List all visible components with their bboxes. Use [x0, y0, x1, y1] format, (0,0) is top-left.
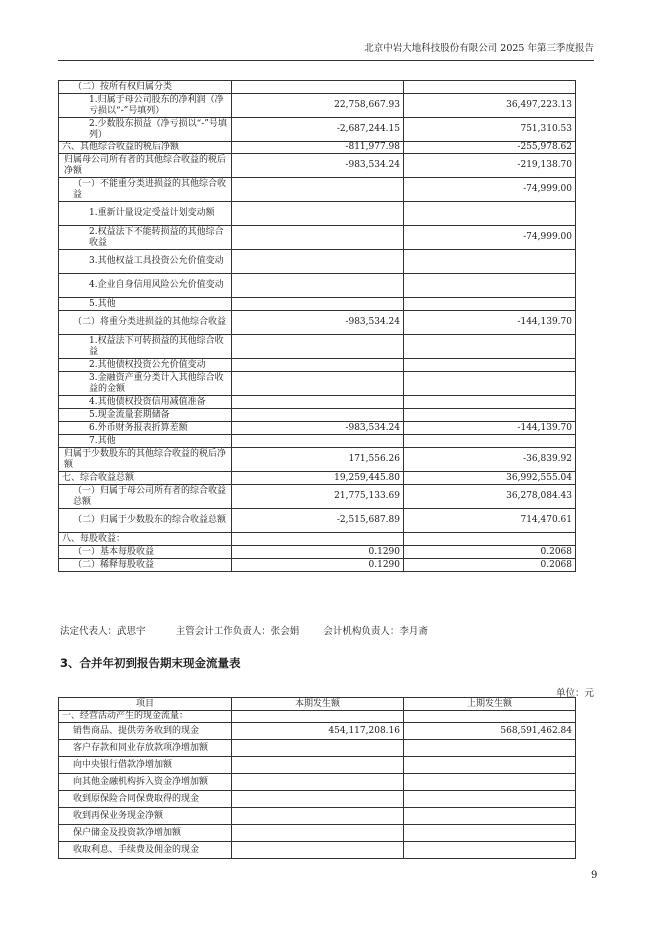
table-row — [59, 533, 576, 546]
row-label: （二）按所有权归属分类 — [59, 81, 232, 94]
table-row — [59, 81, 576, 94]
header-divider — [58, 60, 594, 61]
row-label: 7.其他 — [59, 435, 232, 448]
row-label: 归属母公司所有者的其他综合收益的税后净额 — [59, 154, 232, 178]
prior-value: 0.2068 — [404, 546, 576, 559]
table-row — [59, 723, 576, 740]
row-label: 5.其他 — [59, 298, 232, 311]
current-value — [232, 226, 404, 250]
table-row — [59, 808, 576, 825]
current-value: -2,515,687.89 — [232, 509, 404, 533]
current-value: -983,534.24 — [232, 422, 404, 435]
prior-value — [404, 359, 576, 372]
table-row — [59, 311, 576, 335]
row-label: 六、其他综合收益的税后净额 — [59, 142, 232, 154]
prior-value — [404, 435, 576, 448]
row-label: 向中央银行借款净增加额 — [59, 757, 232, 774]
row-label: （二）稀释每股收益 — [59, 559, 232, 572]
table-row — [59, 298, 576, 311]
table-row — [59, 335, 576, 359]
table-row — [59, 359, 576, 372]
row-label: 4.企业自身信用风险公允价值变动 — [59, 274, 232, 298]
prior-value — [404, 774, 576, 791]
table-row — [59, 842, 576, 859]
table-row — [59, 546, 576, 559]
table-row — [59, 740, 576, 757]
current-value — [232, 359, 404, 372]
current-value: -2,687,244.15 — [232, 118, 404, 142]
table-row — [59, 396, 576, 409]
prior-value — [404, 250, 576, 274]
current-value — [232, 202, 404, 226]
row-label: 4.其他债权投资信用减值准备 — [59, 396, 232, 409]
row-label: 向其他金融机构拆入资金净增加额 — [59, 774, 232, 791]
prior-value: 751,310.53 — [404, 118, 576, 142]
current-value — [232, 81, 404, 94]
prior-value — [404, 808, 576, 825]
prior-value — [404, 740, 576, 757]
section-title: 3、合并年初到报告期末现金流量表 — [60, 656, 241, 670]
current-value: 21,775,133.69 — [232, 485, 404, 509]
prior-value — [404, 372, 576, 396]
current-value: 0.1290 — [232, 559, 404, 572]
prior-value: 36,992,555.04 — [404, 472, 576, 485]
current-value: 0.1290 — [232, 546, 404, 559]
prior-value — [404, 791, 576, 808]
prior-value — [404, 274, 576, 298]
row-label: 七、综合收益总额 — [59, 472, 232, 485]
current-value — [232, 740, 404, 757]
table-row — [59, 274, 576, 298]
table-row — [59, 118, 576, 142]
prior-value: 568,591,462.84 — [404, 723, 576, 740]
prior-value — [404, 409, 576, 422]
table-row — [59, 142, 576, 154]
current-value — [232, 396, 404, 409]
current-value: 22,758,667.93 — [232, 94, 404, 118]
current-value — [232, 335, 404, 359]
current-value: -811,977.98 — [232, 142, 404, 154]
accounting-head: 主管会计工作负责人：张会娟 — [175, 626, 300, 637]
prior-value: -255,978.62 — [404, 142, 576, 154]
prior-value — [404, 202, 576, 226]
header-current: 本期发生额 — [232, 698, 404, 711]
row-label: 收到原保险合同保费取得的现金 — [59, 791, 232, 808]
row-label: 5.现金流量套期储备 — [59, 409, 232, 422]
unit-label: 单位：元 — [555, 688, 594, 699]
table-row — [59, 791, 576, 808]
row-label: 3.其他权益工具投资公允价值变动 — [59, 250, 232, 274]
table-header-row — [59, 698, 576, 711]
prior-value: -219,138.70 — [404, 154, 576, 178]
row-label: 收到再保业务现金净额 — [59, 808, 232, 825]
current-value — [232, 825, 404, 842]
prior-value — [404, 825, 576, 842]
prior-value — [404, 335, 576, 359]
table-row — [59, 409, 576, 422]
table-row — [59, 472, 576, 485]
table-row — [59, 485, 576, 509]
current-value — [232, 298, 404, 311]
row-label: 2.少数股东损益（净亏损以“-”号填列） — [59, 118, 232, 142]
table-row — [59, 94, 576, 118]
current-value: -983,534.24 — [232, 311, 404, 335]
prior-value: 36,497,223.13 — [404, 94, 576, 118]
row-label: （二）归属于少数股东的综合收益总额 — [59, 509, 232, 533]
prior-value: 36,278,084.43 — [404, 485, 576, 509]
row-label: 收取利息、手续费及佣金的现金 — [59, 842, 232, 859]
row-label: 2.其他债权投资公允价值变动 — [59, 359, 232, 372]
row-label: 一、经营活动产生的现金流量： — [59, 711, 232, 723]
table-row — [59, 757, 576, 774]
current-value — [232, 808, 404, 825]
prior-value: 0.2068 — [404, 559, 576, 572]
header-item: 项目 — [59, 698, 232, 711]
table-row — [59, 250, 576, 274]
row-label: 6.外币财务报表折算差额 — [59, 422, 232, 435]
table-row — [59, 202, 576, 226]
report-header: 北京中岩大地科技股份有限公司 2025 年第三季度报告 — [364, 43, 594, 54]
legal-representative: 法定代表人：武思宇 — [60, 626, 146, 637]
current-value: -983,534.24 — [232, 154, 404, 178]
table-row — [59, 774, 576, 791]
header-prior: 上期发生额 — [404, 698, 576, 711]
signature-line — [60, 623, 428, 637]
row-label: （二）将重分类进损益的其他综合收益 — [59, 311, 232, 335]
current-value — [232, 372, 404, 396]
prior-value: -36,839.92 — [404, 448, 576, 472]
row-label: 1.归属于母公司股东的净利润（净亏损以“-”号填列） — [59, 94, 232, 118]
current-value — [232, 757, 404, 774]
row-label: （一）归属于母公司所有者的综合收益总额 — [59, 485, 232, 509]
row-label: 2.权益法下不能转损益的其他综合收益 — [59, 226, 232, 250]
row-label: （一）不能重分类进损益的其他综合收益 — [59, 178, 232, 202]
row-label: 归属于少数股东的其他综合收益的税后净额 — [59, 448, 232, 472]
prior-value: -144,139.70 — [404, 422, 576, 435]
current-value — [232, 774, 404, 791]
row-label: 客户存款和同业存放款项净增加额 — [59, 740, 232, 757]
current-value — [232, 842, 404, 859]
row-label: 3.金融资产重分类计入其他综合收益的金额 — [59, 372, 232, 396]
prior-value — [404, 711, 576, 723]
page-number: 9 — [591, 870, 598, 881]
prior-value: -144,139.70 — [404, 311, 576, 335]
table-row — [59, 711, 576, 723]
row-label: 1.权益法下可转损益的其他综合收益 — [59, 335, 232, 359]
prior-value — [404, 298, 576, 311]
income-statement-table — [58, 80, 576, 572]
current-value — [232, 409, 404, 422]
accounting-dept-head: 会计机构负责人：李月斋 — [323, 626, 428, 637]
row-label: 保户储金及投资款净增加额 — [59, 825, 232, 842]
prior-value: 714,470.61 — [404, 509, 576, 533]
row-label: 1.重新计量设定受益计划变动额 — [59, 202, 232, 226]
table-row — [59, 372, 576, 396]
current-value — [232, 791, 404, 808]
current-value — [232, 250, 404, 274]
prior-value — [404, 81, 576, 94]
prior-value — [404, 757, 576, 774]
table-row — [59, 559, 576, 572]
current-value — [232, 435, 404, 448]
table-row — [59, 825, 576, 842]
table-row — [59, 435, 576, 448]
current-value — [232, 274, 404, 298]
table-row — [59, 154, 576, 178]
table-row — [59, 509, 576, 533]
prior-value — [404, 842, 576, 859]
current-value — [232, 711, 404, 723]
prior-value: -74,999.00 — [404, 178, 576, 202]
current-value — [232, 178, 404, 202]
row-label: 八、每股收益： — [59, 533, 232, 546]
current-value — [232, 533, 404, 546]
table-row — [59, 226, 576, 250]
table-row — [59, 178, 576, 202]
prior-value: -74,999.00 — [404, 226, 576, 250]
current-value: 454,117,208.16 — [232, 723, 404, 740]
row-label: （一）基本每股收益 — [59, 546, 232, 559]
table-row — [59, 448, 576, 472]
row-label: 销售商品、提供劳务收到的现金 — [59, 723, 232, 740]
prior-value — [404, 396, 576, 409]
cash-flow-table — [58, 697, 576, 859]
current-value: 171,556.26 — [232, 448, 404, 472]
current-value: 19,259,445.80 — [232, 472, 404, 485]
prior-value — [404, 533, 576, 546]
table-row — [59, 422, 576, 435]
